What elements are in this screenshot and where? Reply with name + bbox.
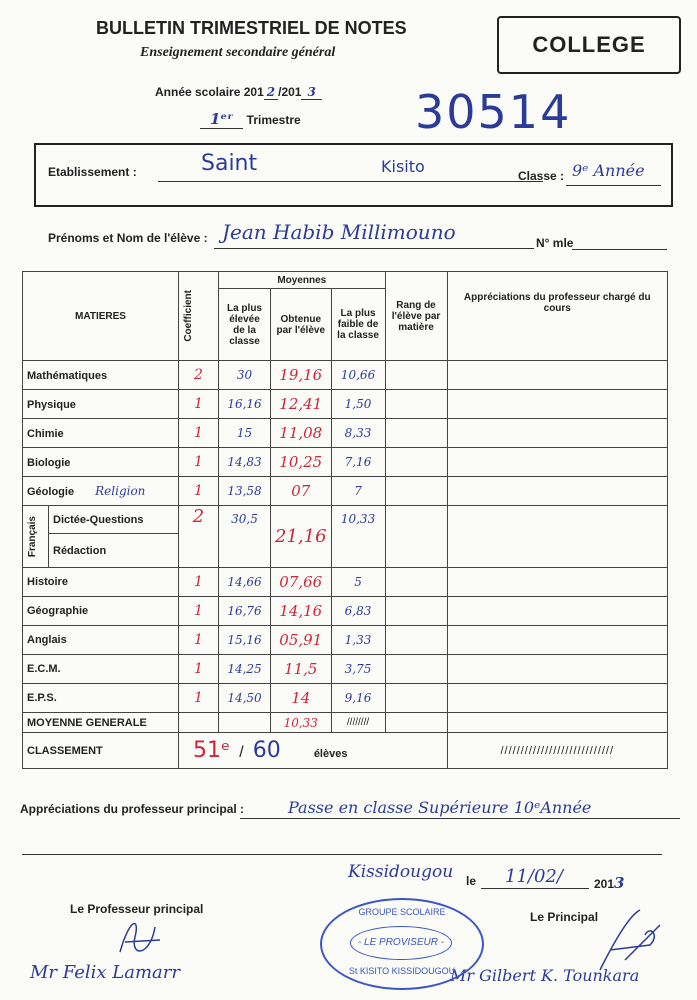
table-row (23, 419, 668, 448)
high-cell: 14,50 (219, 684, 271, 713)
obtained-cell: 11,5 (271, 655, 332, 684)
rank-cell (385, 477, 447, 506)
low-cell: 6,83 (331, 597, 385, 626)
high-cell: 14,66 (219, 568, 271, 597)
header-coefficient: Coefficient (179, 272, 219, 361)
obtained-cell: 19,16 (271, 361, 332, 390)
coef-cell: 1 (179, 626, 219, 655)
table-row (23, 568, 668, 597)
rank-cell (385, 448, 447, 477)
student-name: Jean Habib Millimouno (222, 220, 456, 244)
appreciation-cell (447, 419, 667, 448)
low-cell: 7,16 (331, 448, 385, 477)
obtained-cell: 12,41 (271, 390, 332, 419)
prof-principal-name: Mr Felix Lamarr (30, 962, 180, 983)
coef-cell: 2 (179, 361, 219, 390)
classement-total: 60 (252, 738, 281, 763)
obtained-cell: 07,66 (271, 568, 332, 597)
student-name-label: Prénoms et Nom de l'élève : (48, 231, 208, 245)
subject-cell: Géographie (23, 597, 179, 626)
principal-signature (590, 905, 670, 975)
header-moyennes: Moyennes (219, 272, 386, 289)
appreciation-cell (447, 568, 667, 597)
establishment-box (34, 143, 673, 207)
high-cell: 13,58 (219, 477, 271, 506)
coef-cell: 1 (179, 597, 219, 626)
rank-cell (385, 361, 447, 390)
table-row (23, 626, 668, 655)
subject-cell: Biologie (23, 448, 179, 477)
high-cell: 14,83 (219, 448, 271, 477)
subject-cell: Physique (23, 390, 179, 419)
prof-signature (110, 912, 170, 962)
table-row (23, 655, 668, 684)
subject-cell: Anglais (23, 626, 179, 655)
stamp-center: - LE PROVISEUR - (350, 926, 452, 960)
appreciation-cell (447, 684, 667, 713)
table-row (23, 390, 668, 419)
subject-redaction: Rédaction (49, 534, 179, 568)
classement-rank: 51ᵉ (193, 738, 231, 763)
table-row (23, 361, 668, 390)
coef-cell: 1 (179, 390, 219, 419)
high-cell: 14,25 (219, 655, 271, 684)
moyenne-generale-slashes: //////// (331, 713, 385, 733)
appreciation-cell (447, 597, 667, 626)
principal-title: Le Principal (530, 910, 599, 924)
coef-cell: 1 (179, 448, 219, 477)
table-row (23, 448, 668, 477)
low-cell: 9,16 (331, 684, 385, 713)
grades-table (22, 271, 668, 769)
rank-cell (385, 684, 447, 713)
low-francais: 10,33 (331, 506, 385, 568)
moyenne-generale-value: 10,33 (271, 713, 332, 733)
subject-note: Religion (95, 484, 146, 498)
class-label: Classe : (518, 169, 565, 183)
high-cell: 15,16 (219, 626, 271, 655)
coef-cell: 1 (179, 477, 219, 506)
rank-cell (385, 419, 447, 448)
coef-cell: 1 (179, 655, 219, 684)
establishment-name-2: Kisito (381, 157, 425, 176)
classement-label: CLASSEMENT (23, 733, 179, 769)
francais-group: Français (23, 506, 49, 568)
header-rank: Rang de l'élève par matière (385, 272, 447, 361)
rank-cell (385, 568, 447, 597)
date-place: Kissidougou (348, 862, 454, 882)
high-cell: 15 (219, 419, 271, 448)
obtained-cell: 10,25 (271, 448, 332, 477)
low-cell: 1,50 (331, 390, 385, 419)
low-cell: 7 (331, 477, 385, 506)
rank-cell (385, 655, 447, 684)
table-row (23, 597, 668, 626)
stamp-top: GROUPE SCOLAIRE (358, 907, 446, 917)
classement-cell: 51ᵉ / 60 élèves (179, 733, 448, 769)
coef-francais: 2 (179, 506, 219, 568)
trimester: 1ᵉʳ Trimestre (200, 110, 301, 128)
rank-cell (385, 626, 447, 655)
low-cell: 3,75 (331, 655, 385, 684)
matricule-label: N° mle (536, 236, 574, 250)
bulletin-title: BULLETIN TRIMESTRIEL DE NOTES (96, 18, 407, 38)
appreciation-cell (447, 448, 667, 477)
stamp-bottom: St KISITO KISSIDOUGOU (348, 966, 456, 976)
establishment-name-1: Saint (201, 151, 258, 176)
table-row (23, 477, 668, 506)
reference-number: 30514 (415, 85, 572, 139)
coef-cell: 1 (179, 419, 219, 448)
obtained-cell: 14 (271, 684, 332, 713)
obtained-cell: 07 (271, 477, 332, 506)
appreciation-cell (447, 626, 667, 655)
school-year: Année scolaire 201 2 /201 3 (155, 85, 322, 99)
obtained-cell: 11,08 (271, 419, 332, 448)
rank-cell (385, 597, 447, 626)
appreciation-cell (447, 390, 667, 419)
high-francais: 30,5 (219, 506, 271, 568)
low-cell: 1,33 (331, 626, 385, 655)
subject-cell: E.P.S. (23, 684, 179, 713)
date-year: 2013 (594, 874, 625, 892)
appreciation-cell (447, 361, 667, 390)
subject-cell: Histoire (23, 568, 179, 597)
principal-name: Mr Gilbert K. Tounkara (450, 966, 640, 985)
prof-principal-title: Le Professeur principal (70, 902, 204, 916)
principal-appreciation-label: Appréciations du professeur principal : (20, 802, 245, 816)
obtained-francais: 21,16 (271, 506, 332, 568)
bulletin-subtitle: Enseignement secondaire général (140, 45, 336, 60)
obtained-cell: 05,91 (271, 626, 332, 655)
appreciation-cell (447, 655, 667, 684)
coef-cell: 1 (179, 568, 219, 597)
low-cell: 5 (331, 568, 385, 597)
school-stamp (320, 898, 484, 990)
class-value: 9ᵉ Année (572, 161, 645, 180)
rank-cell (385, 390, 447, 419)
header-highest: La plus élevée de la classe (219, 289, 271, 361)
coef-cell: 1 (179, 684, 219, 713)
table-row (23, 684, 668, 713)
header-appreciation: Appréciations du professeur chargé du cours (447, 272, 667, 361)
low-cell: 10,66 (331, 361, 385, 390)
subject-cell: Mathématiques (23, 361, 179, 390)
establishment-label: Etablissement : (48, 165, 137, 179)
appreciation-cell (447, 477, 667, 506)
high-cell: 16,76 (219, 597, 271, 626)
subject-cell: E.C.M. (23, 655, 179, 684)
header-subjects: MATIERES (23, 272, 179, 361)
high-cell: 16,16 (219, 390, 271, 419)
classement-slashes: //////////////////////////// (447, 733, 667, 769)
high-cell: 30 (219, 361, 271, 390)
subject-dictee: Dictée-Questions (49, 506, 179, 534)
moyenne-generale-label: MOYENNE GENERALE (23, 713, 179, 733)
header-lowest: La plus faible de la classe (331, 289, 385, 361)
low-cell: 8,33 (331, 419, 385, 448)
header-obtained: Obtenue par l'élève (271, 289, 332, 361)
classement-unit: élèves (313, 748, 348, 760)
subject-cell: Géologie Religion (23, 477, 179, 506)
principal-appreciation-value: Passe en classe Supérieure 10ᵉAnnée (288, 798, 592, 817)
subject-cell: Chimie (23, 419, 179, 448)
obtained-cell: 14,16 (271, 597, 332, 626)
level-badge: COLLEGE (497, 16, 681, 74)
date-day-month: 11/02/ (505, 866, 563, 887)
